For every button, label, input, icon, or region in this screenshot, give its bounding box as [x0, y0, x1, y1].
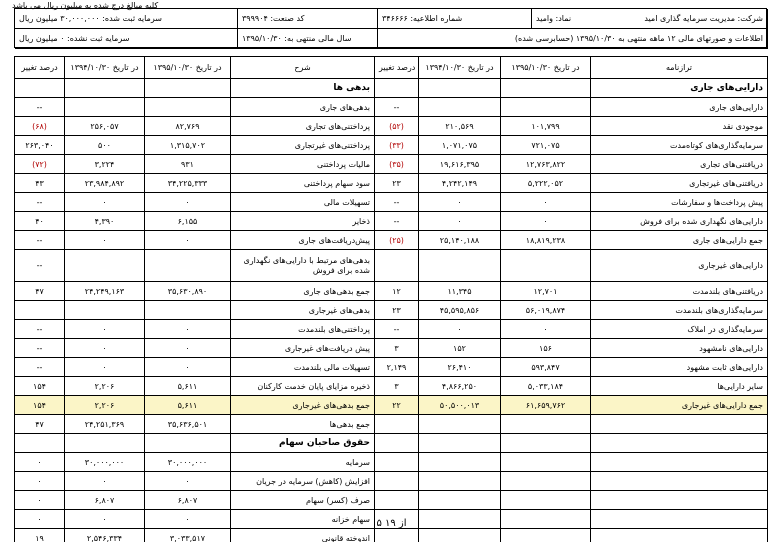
asset-change-cell: (۲۵): [375, 231, 419, 250]
asset-cur-cell: ۵,۲۲۲,۰۵۲: [501, 174, 591, 193]
asset-label-cell: دارایی‌های غیرجاری: [591, 250, 768, 282]
liab-prev-cell: [65, 434, 145, 453]
asset-prev-cell: [419, 472, 501, 491]
asset-label-cell: سرمایه‌گذاری در املاک: [591, 320, 768, 339]
industry-code: کد صنعت: ۳۹۹۹۰۴: [238, 9, 378, 29]
asset-change-cell: ۲۳: [375, 301, 419, 320]
table-row: [15, 396, 768, 415]
balance-sheet-table: [14, 56, 768, 542]
liab-prev-cell: ۰: [65, 231, 145, 250]
asset-cur-cell: ۱۸,۸۱۹,۲۳۸: [501, 231, 591, 250]
liab-prev-cell: ۲,۵۴۶,۳۳۴: [65, 529, 145, 542]
liab-label-cell: بدهی‌های غیرجاری: [231, 301, 375, 320]
asset-cur-cell: [501, 491, 591, 510]
liab-change-cell: --: [15, 250, 65, 282]
asset-cur-cell: ۵۹۳,۸۴۷: [501, 358, 591, 377]
liab-cur-cell: ۳۵,۶۳۶,۵۰۱: [145, 415, 231, 434]
liab-prev-cell: ۰: [65, 358, 145, 377]
col-cur-assets: در تاریخ ۱۳۹۵/۱۰/۳۰: [501, 57, 591, 79]
asset-cur-cell: ۱۲,۷۶۳,۸۲۲: [501, 155, 591, 174]
liab-change-cell: ۰: [15, 510, 65, 529]
asset-prev-cell: ۰: [419, 193, 501, 212]
table-row: [15, 320, 768, 339]
table-row: [15, 98, 768, 117]
table-row: [15, 282, 768, 301]
liab-prev-cell: ۲,۲۰۶: [65, 396, 145, 415]
liab-change-cell: --: [15, 320, 65, 339]
asset-label-cell: جمع دارایی‌های جاری: [591, 231, 768, 250]
symbol: نماد: وامید: [536, 14, 572, 23]
table-row: [15, 231, 768, 250]
col-change-assets: درصد تغییر: [375, 57, 419, 79]
report-title: اطلاعات و صورتهای مالی ۱۲ ماهه منتهی به ۱۳۹۵/۱۰/۳۰ (حسابرسی شده): [378, 29, 768, 49]
col-desc-assets: ترازنامه: [591, 57, 768, 79]
liab-label-cell: حقوق صاحبان سهام: [231, 434, 375, 453]
asset-change-cell: (۵۲): [375, 117, 419, 136]
asset-prev-cell: [419, 453, 501, 472]
asset-prev-cell: ۴,۸۶۶,۲۵۰: [419, 377, 501, 396]
liab-prev-cell: ۶,۸۰۷: [65, 491, 145, 510]
asset-change-cell: ۳: [375, 377, 419, 396]
liab-prev-cell: ۳۰,۰۰۰,۰۰۰: [65, 453, 145, 472]
table-row: [15, 193, 768, 212]
asset-cur-cell: [501, 529, 591, 542]
liab-prev-cell: ۵۰۰: [65, 136, 145, 155]
liab-label-cell: پرداختنی‌های غیرتجاری: [231, 136, 375, 155]
liab-prev-cell: ۳,۲۲۴: [65, 155, 145, 174]
asset-change-cell: [375, 491, 419, 510]
liab-cur-cell: ۹۳۱: [145, 155, 231, 174]
asset-prev-cell: [419, 491, 501, 510]
liab-prev-cell: ۲۴,۲۵۱,۳۶۹: [65, 415, 145, 434]
asset-change-cell: ۲۲: [375, 396, 419, 415]
asset-label-cell: دارایی‌های ثابت مشهود: [591, 358, 768, 377]
liab-cur-cell: ۳۴,۲۲۵,۳۳۳: [145, 174, 231, 193]
liab-prev-cell: ۲۳,۹۸۴,۸۹۲: [65, 174, 145, 193]
table-row: [15, 301, 768, 320]
asset-change-cell: [375, 79, 419, 98]
table-row: [15, 453, 768, 472]
asset-cur-cell: ۶۱,۶۵۹,۷۶۲: [501, 396, 591, 415]
asset-label-cell: دارایی‌های جاری: [591, 79, 768, 98]
table-row: [15, 155, 768, 174]
liab-change-cell: [15, 79, 65, 98]
asset-label-cell: دارایی‌های نامشهود: [591, 339, 768, 358]
asset-prev-cell: ۰: [419, 320, 501, 339]
liab-change-cell: (۷۲): [15, 155, 65, 174]
liab-prev-cell: ۰: [65, 339, 145, 358]
page-number: ۵ از ۱۹: [376, 518, 407, 529]
liab-change-cell: ۱۵۴: [15, 377, 65, 396]
liab-label-cell: صرف (کسر) سهام: [231, 491, 375, 510]
asset-prev-cell: ۲۶,۴۱۰: [419, 358, 501, 377]
liab-change-cell: ۴۷: [15, 415, 65, 434]
col-desc-liab: شرح: [231, 57, 375, 79]
notice-number: شماره اطلاعیه: ۳۴۶۶۶۶: [378, 9, 532, 29]
liab-change-cell: --: [15, 339, 65, 358]
liab-change-cell: ۰: [15, 453, 65, 472]
liab-change-cell: --: [15, 358, 65, 377]
asset-cur-cell: [501, 98, 591, 117]
asset-cur-cell: ۵,۰۳۳,۱۸۴: [501, 377, 591, 396]
asset-prev-cell: ۲۱۰,۵۶۹: [419, 117, 501, 136]
col-change-liab: درصد تغییر: [15, 57, 65, 79]
liab-label-cell: جمع بدهی‌های جاری: [231, 282, 375, 301]
liab-prev-cell: ۲۵۶,۰۵۷: [65, 117, 145, 136]
liab-label-cell: ذخیره مزایای پایان خدمت کارکنان: [231, 377, 375, 396]
liab-label-cell: افزایش (کاهش) سرمایه در جریان: [231, 472, 375, 491]
asset-change-cell: (۳۳): [375, 136, 419, 155]
company-info: [532, 9, 768, 29]
asset-prev-cell: ۴۵,۵۹۵,۸۵۶: [419, 301, 501, 320]
asset-prev-cell: ۴,۲۴۲,۱۴۹: [419, 174, 501, 193]
company-name: شرکت: مدیریت سرمایه گذاری امید: [644, 14, 763, 23]
liab-label-cell: تسهیلات مالی: [231, 193, 375, 212]
table-row: [15, 212, 768, 231]
liab-label-cell: پرداختنی‌های تجاری: [231, 117, 375, 136]
table-row: [15, 174, 768, 193]
asset-label-cell: جمع دارایی‌های غیرجاری: [591, 396, 768, 415]
liab-change-cell: ۰: [15, 472, 65, 491]
liab-cur-cell: [145, 301, 231, 320]
liab-change-cell: --: [15, 193, 65, 212]
table-row: [15, 472, 768, 491]
unregistered-capital: سرمایه ثبت نشده: ۰ میلیون ریال: [15, 29, 238, 49]
asset-change-cell: ۱۲: [375, 282, 419, 301]
liab-change-cell: [15, 301, 65, 320]
liab-change-cell: --: [15, 98, 65, 117]
asset-change-cell: (۳۵): [375, 155, 419, 174]
table-row: [15, 136, 768, 155]
liab-cur-cell: ۰: [145, 339, 231, 358]
asset-prev-cell: [419, 98, 501, 117]
liab-cur-cell: ۰: [145, 193, 231, 212]
table-row: [15, 377, 768, 396]
asset-prev-cell: ۰: [419, 212, 501, 231]
liab-cur-cell: ۱,۳۱۵,۷۰۲: [145, 136, 231, 155]
liab-change-cell: (۶۸): [15, 117, 65, 136]
liab-change-cell: --: [15, 231, 65, 250]
asset-label-cell: دارایی‌های نگهداری شده برای فروش: [591, 212, 768, 231]
liab-cur-cell: ۸۲,۷۶۹: [145, 117, 231, 136]
liab-prev-cell: ۰: [65, 320, 145, 339]
liab-prev-cell: [65, 250, 145, 282]
liab-cur-cell: ۵,۶۱۱: [145, 377, 231, 396]
asset-cur-cell: ۰: [501, 320, 591, 339]
liab-label-cell: سهام خزانه: [231, 510, 375, 529]
asset-label-cell: دریافتنی‌های غیرتجاری: [591, 174, 768, 193]
report-header: [14, 8, 767, 48]
asset-prev-cell: [419, 529, 501, 542]
asset-cur-cell: [501, 415, 591, 434]
asset-cur-cell: ۱۰۱,۷۹۹: [501, 117, 591, 136]
liab-prev-cell: [65, 301, 145, 320]
liab-change-cell: ۴۰: [15, 212, 65, 231]
asset-prev-cell: [419, 434, 501, 453]
liab-prev-cell: ۰: [65, 472, 145, 491]
asset-cur-cell: ۱۵۶: [501, 339, 591, 358]
asset-label-cell: دریافتنی‌های تجاری: [591, 155, 768, 174]
table-header-row: [15, 57, 768, 79]
liab-cur-cell: ۰: [145, 510, 231, 529]
liab-prev-cell: [65, 98, 145, 117]
asset-change-cell: [375, 453, 419, 472]
table-row: [15, 117, 768, 136]
table-row: [15, 358, 768, 377]
liab-cur-cell: ۰: [145, 231, 231, 250]
liab-label-cell: بدهی‌های مرتبط با دارایی‌های نگهداری شده برای فروش: [231, 250, 375, 282]
liab-prev-cell: ۲,۲۰۶: [65, 377, 145, 396]
liab-cur-cell: [145, 434, 231, 453]
liab-label-cell: سرمایه: [231, 453, 375, 472]
liab-label-cell: بدهی ها: [231, 79, 375, 98]
asset-label-cell: سایر دارایی‌ها: [591, 377, 768, 396]
liab-cur-cell: ۳۵,۶۳۰,۸۹۰: [145, 282, 231, 301]
liab-change-cell: ۱۵۴: [15, 396, 65, 415]
asset-prev-cell: [419, 415, 501, 434]
asset-cur-cell: [501, 453, 591, 472]
asset-cur-cell: ۰: [501, 212, 591, 231]
liab-label-cell: ذخایر: [231, 212, 375, 231]
asset-label-cell: دریافتنی‌های بلندمدت: [591, 282, 768, 301]
liab-change-cell: ۲۶۳,۰۴۰: [15, 136, 65, 155]
asset-change-cell: --: [375, 98, 419, 117]
liab-change-cell: ۱۹: [15, 529, 65, 542]
asset-prev-cell: ۵۰,۵۰۰,۰۱۳: [419, 396, 501, 415]
liab-label-cell: بدهی‌های جاری: [231, 98, 375, 117]
asset-change-cell: ۲۳: [375, 174, 419, 193]
fiscal-year: سال مالی منتهی به: ۱۳۹۵/۱۰/۳۰: [238, 29, 378, 49]
asset-cur-cell: [501, 250, 591, 282]
liab-prev-cell: ۰: [65, 510, 145, 529]
liab-change-cell: [15, 434, 65, 453]
liab-change-cell: ۴۳: [15, 174, 65, 193]
liab-cur-cell: ۶,۱۵۵: [145, 212, 231, 231]
liab-cur-cell: ۳,۰۳۳,۵۱۷: [145, 529, 231, 542]
col-cur-liab: در تاریخ ۱۳۹۵/۱۰/۳۰: [145, 57, 231, 79]
liab-label-cell: سود سهام پرداختنی: [231, 174, 375, 193]
asset-cur-cell: ۷۲۱,۰۷۵: [501, 136, 591, 155]
asset-change-cell: [375, 472, 419, 491]
asset-prev-cell: ۱۵۲: [419, 339, 501, 358]
asset-cur-cell: [501, 434, 591, 453]
asset-cur-cell: ۵۶,۰۱۹,۸۷۴: [501, 301, 591, 320]
col-prev-liab: در تاریخ ۱۳۹۴/۱۰/۳۰: [65, 57, 145, 79]
table-row: [15, 415, 768, 434]
liab-label-cell: جمع بدهی‌ها: [231, 415, 375, 434]
asset-prev-cell: ۱,۰۷۱,۰۷۵: [419, 136, 501, 155]
col-prev-assets: در تاریخ ۱۳۹۴/۱۰/۳۰: [419, 57, 501, 79]
liab-cur-cell: [145, 79, 231, 98]
liab-label-cell: پرداختنی‌های بلندمدت: [231, 320, 375, 339]
table-row: [15, 79, 768, 98]
liab-prev-cell: ۲۴,۲۴۹,۱۶۳: [65, 282, 145, 301]
asset-label-cell: [591, 472, 768, 491]
asset-label-cell: [591, 415, 768, 434]
table-row: [15, 250, 768, 282]
table-row: [15, 529, 768, 542]
liab-cur-cell: ۰: [145, 320, 231, 339]
asset-change-cell: --: [375, 193, 419, 212]
liab-label-cell: تسهیلات مالی بلندمدت: [231, 358, 375, 377]
asset-cur-cell: [501, 79, 591, 98]
liab-cur-cell: [145, 98, 231, 117]
liab-label-cell: اندوخته قانونی: [231, 529, 375, 542]
liab-label-cell: مالیات پرداختنی: [231, 155, 375, 174]
table-row: [15, 491, 768, 510]
liab-cur-cell: ۳۰,۰۰۰,۰۰۰: [145, 453, 231, 472]
asset-change-cell: ۳: [375, 339, 419, 358]
asset-label-cell: [591, 453, 768, 472]
asset-label-cell: موجودی نقد: [591, 117, 768, 136]
registered-capital: سرمایه ثبت شده: ۳۰,۰۰۰,۰۰۰ میلیون ریال: [15, 9, 238, 29]
liab-cur-cell: ۰: [145, 472, 231, 491]
asset-change-cell: [375, 250, 419, 282]
liab-change-cell: ۴۷: [15, 282, 65, 301]
asset-label-cell: سرمایه‌گذاری‌های کوتاه‌مدت: [591, 136, 768, 155]
liab-label-cell: جمع بدهی‌های غیرجاری: [231, 396, 375, 415]
asset-change-cell: --: [375, 212, 419, 231]
asset-prev-cell: ۲۵,۱۴۰,۱۸۸: [419, 231, 501, 250]
liab-label-cell: پیش‌دریافت‌های جاری: [231, 231, 375, 250]
asset-prev-cell: [419, 79, 501, 98]
top-note: کلیه مبالغ درج شده به میلیون ریال می باشد: [12, 1, 159, 10]
asset-change-cell: [375, 434, 419, 453]
asset-prev-cell: ۱۹,۶۱۶,۳۹۵: [419, 155, 501, 174]
asset-label-cell: دارایی‌های جاری: [591, 98, 768, 117]
asset-change-cell: ۲,۱۴۹: [375, 358, 419, 377]
asset-prev-cell: [419, 250, 501, 282]
asset-label-cell: پیش پرداخت‌ها و سفارشات: [591, 193, 768, 212]
asset-change-cell: [375, 529, 419, 542]
asset-change-cell: --: [375, 320, 419, 339]
asset-label-cell: [591, 529, 768, 542]
asset-label-cell: سرمایه‌گذاری‌های بلندمدت: [591, 301, 768, 320]
table-row: [15, 434, 768, 453]
liab-prev-cell: [65, 79, 145, 98]
asset-cur-cell: [501, 472, 591, 491]
asset-cur-cell: ۱۲,۷۰۱: [501, 282, 591, 301]
asset-prev-cell: ۱۱,۳۴۵: [419, 282, 501, 301]
asset-cur-cell: ۰: [501, 193, 591, 212]
liab-label-cell: پیش دریافت‌های غیرجاری: [231, 339, 375, 358]
liab-prev-cell: ۰: [65, 193, 145, 212]
liab-cur-cell: ۶,۸۰۷: [145, 491, 231, 510]
asset-change-cell: [375, 415, 419, 434]
liab-prev-cell: ۴,۳۹۰: [65, 212, 145, 231]
table-row: [15, 339, 768, 358]
liab-cur-cell: [145, 250, 231, 282]
asset-label-cell: [591, 434, 768, 453]
liab-cur-cell: ۵,۶۱۱: [145, 396, 231, 415]
liab-cur-cell: ۰: [145, 358, 231, 377]
liab-change-cell: ۰: [15, 491, 65, 510]
asset-label-cell: [591, 491, 768, 510]
